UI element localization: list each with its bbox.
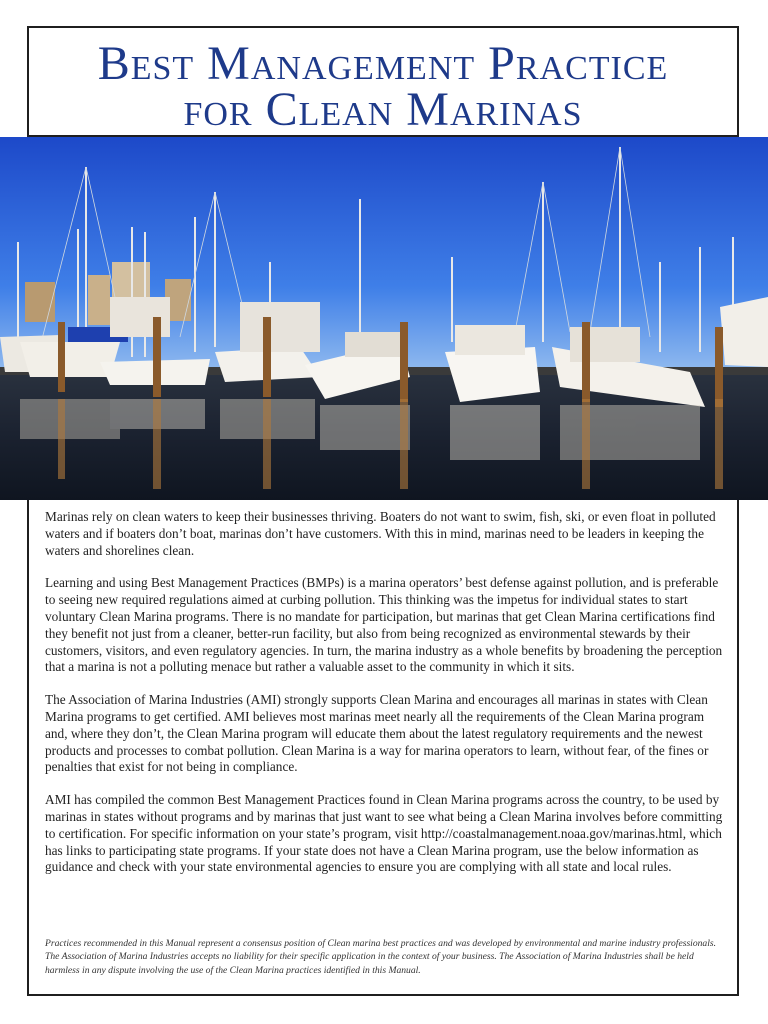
paragraph: Marinas rely on clean waters to keep their businesses thriving. Boaters do not want to swim, fish, ski, or even float in polluted waters and if boaters don’t boat, marinas don’t have customers. With this in mind, marinas need to be leaders in keeping the waters and shorelines clean. [45, 509, 716, 558]
title-block [27, 26, 739, 137]
marina-photo [0, 137, 768, 500]
page-title-line-1: Best Management Practice [97, 37, 669, 90]
disclaimer: Practices recommended in this Manual represent a consensus position of Clean marina best practices and was developed by environmental and marine industry professionals. The Association of Marina Industries accepts no liability for their specific application in the context of your business. The Association of Marina Industries shall be held harmless in any dispute involving the use of the Clean Marina practices identified in this Manual. [45, 938, 717, 976]
paragraph: AMI has compiled the common Best Management Practices found in Clean Marina programs across the country, to be used by marinas in states without programs and by marinas that just want to see what being a Clean Marina involves before committing to certification. For specific information on your state’s program, visit http://coastalmanagement.noaa.gov/marinas.html, which has links to participating state programs. If your state does not have a Clean Marina program, use the below information as guidance and check with your state environmental agencies to ensure you are complying with all state and local rules. [45, 792, 723, 875]
paragraph: The Association of Marina Industries (AMI) strongly supports Clean Marina and encourages all marinas in states with Clean Marina programs to get certified. AMI believes most marinas meet nearly all the requirements of the Clean Marina program and, where they don’t, the Clean Marina program will educate them about the latest regulatory requirements and the newest products and processes to combat pollution. Clean Marina is a way for marina operators to learn, without fear, of the fines or penalties that exist for not being in compliance. [45, 692, 709, 775]
page-title-line-2: for Clean Marinas [183, 83, 583, 136]
body-text [45, 509, 725, 892]
paragraph: Learning and using Best Management Practices (BMPs) is a marina operators’ best defense against pollution, and is preferable to seeing new required regulations aimed at curbing pollution. This thinking was the impetus for individual states to start voluntary Clean Marina programs. There is no mandate for participation, but marinas that get Clean Marina certifications find they benefit not just from a cleaner, better-run facility, but also from being recognized as environmental stewards by their customers, visitors, and even regulatory agencies. In turn, the marina industry as a whole benefits by broadening the perception that a marina is not a polluting menace but rather a valuable asset to the community in which it sits. [45, 575, 723, 675]
